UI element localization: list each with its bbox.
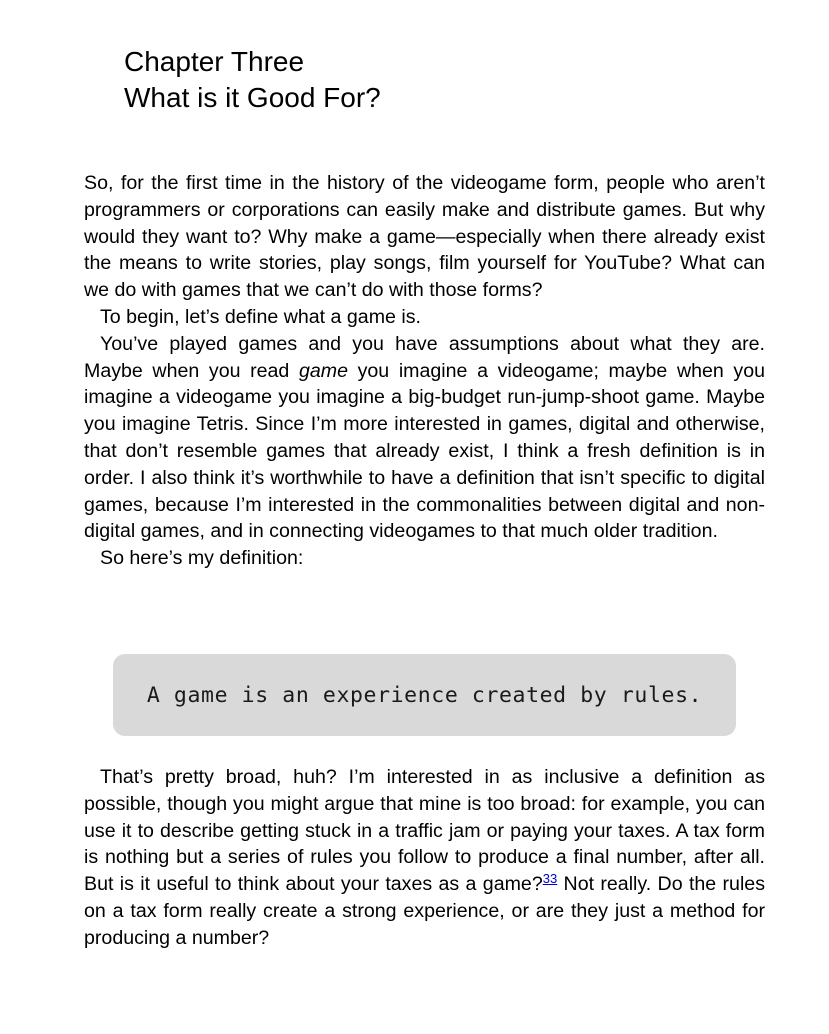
paragraph-define: To begin, let’s define what a game is. (100, 305, 421, 328)
paragraph-definition-lead: So here’s my definition: (100, 547, 304, 570)
paragraph-assumptions (84, 331, 765, 545)
chapter-number: Chapter Three (124, 46, 305, 77)
paragraph-broad-start: That’s pretty broad, huh? I’m interested in as inclusive a definition as possible, though you might argue that mine is too broad: for example, you can use it to describe getting stuck in a traffic jam or paying your taxes. A tax form is nothing but a series of rules you follow to produce a final number, after all. But is it useful to think about your taxes as a game? (84, 766, 765, 896)
body-text-block-one (84, 170, 765, 572)
emphasis-game: game (298, 359, 348, 382)
paragraph-assumptions-start: You’ve played games and you have assumptions about what they are. Maybe when you read (84, 332, 765, 382)
paragraph-assumptions-end: you imagine a videogame; maybe when you imagine a videogame you imagine a big-budget run-jump-shoot game. Maybe you imagine Tetris. Since I’m more interested in games, digital and otherwise, that don’t resemble games that already exist, I think a fresh definition is in order. I also think it’s worthwhile to have a definition that isn’t specific to digital games, because I’m interested in the commonalities between digital and non-digital games, and in connecting videogames to that much older tradition. (84, 359, 765, 543)
paragraph-broad-end: Not really. Do the rules on a tax form really create a strong experience, or are they just a method for producing a number? (84, 873, 765, 949)
paragraph-intro: So, for the first time in the history of the videogame form, people who aren’t programmers or corporations can easily make and distribute games. But why would they want to? Why make a game—especially when there already exist the means to write stories, play songs, film yourself for YouTube? What can we do with games that we can’t do with those forms? (84, 172, 765, 302)
paragraph-broad (84, 764, 765, 952)
footnote-link[interactable]: 33 (542, 871, 558, 887)
body-text-block-two (84, 764, 765, 952)
definition-box (113, 654, 736, 736)
chapter-heading (124, 44, 724, 116)
definition-text: A game is an experience created by rules. (146, 682, 703, 708)
chapter-title: What is it Good For? (124, 82, 381, 113)
